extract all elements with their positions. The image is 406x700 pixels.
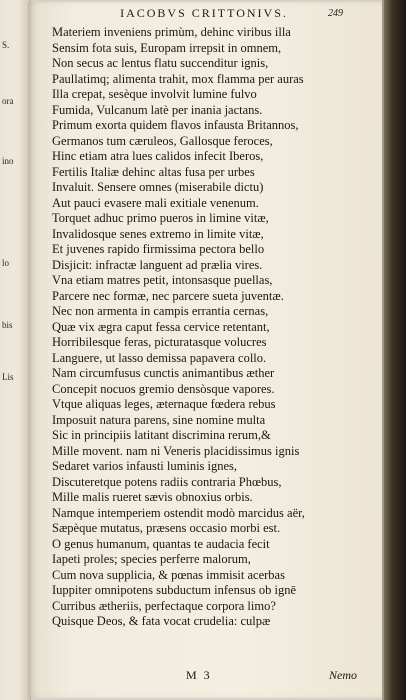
poem-line: Fumida, Vulcanum latè per inania jactans. [52, 102, 263, 117]
poem-line: Imposuit natura parens, sine nomine multa [52, 412, 266, 427]
poem-line: Quisque Deos, & fata vocat crudelia: culpæ [52, 614, 271, 628]
poem-line: Sic in principiis latitant discrimina rerum,& [52, 428, 271, 442]
margin-fragment: S. [2, 40, 10, 50]
poem-line: Concepit nocuos gremio densòsque vapores. [52, 381, 275, 396]
page-footer [52, 668, 357, 682]
poem-line: Languere, ut lasso demissa papavera collo. [52, 350, 267, 365]
poem-line: Vna etiam matres petit, intonsasque puellas, [52, 273, 273, 287]
poem-line: Primum exorta quidem flavos infausta Britannos, [52, 118, 299, 132]
poem-line: Iuppiter omnipotens subductum infensus ob ignē [52, 583, 297, 597]
poem-line: O genus humanum, quantas te audacia fecit [52, 536, 270, 551]
poem-line: Disjicit: infractæ languent ad prælia vires. [52, 257, 263, 272]
margin-fragment: ino [2, 156, 14, 166]
running-head: IACOBVS CRITTONIVS. [120, 6, 288, 20]
poem-line: Nam circumfusus cunctis animantibus æther [52, 366, 275, 380]
poem-line: Illa crepat, sesèque involvit lumine fulvo [52, 87, 257, 101]
poem-line: Nec non armenta in campis errantia cernas, [52, 304, 269, 318]
poem-line: Et juvenes rapido firmissima pectora bello [52, 242, 265, 256]
book-cover-edge [384, 0, 406, 700]
poem-line: Torquet adhuc primo pueros in limine vitæ, [52, 211, 269, 225]
poem-line: Horribilesque feras, picturatasque volucres [52, 335, 267, 349]
poem-line: Curribus ætheriis, perfectaque corpora limo? [52, 598, 276, 613]
poem-line: Hinc etiam atra lues calidos infecit Iberos, [52, 149, 264, 163]
margin-fragment: Lis [2, 372, 14, 382]
poem-line: Vtque aliquas leges, æternaque fœdera rebus [52, 397, 276, 411]
poem-line: Germanos tum cæruleos, Gallosque feroces, [52, 133, 273, 148]
poem-line: Sensim fota suis, Europam irrepsit in omnem, [52, 40, 282, 55]
margin-fragment: lo [2, 258, 10, 268]
margin-fragment: ora [2, 96, 14, 106]
poem-line: Iapeti proles; species perferre malorum, [52, 552, 251, 566]
poem-line: Parcere nec formæ, nec parcere sueta juventæ. [52, 288, 284, 303]
poem-line: Invalidosque senes extremo in limite vitæ, [52, 226, 264, 241]
poem-line: Aut pauci evasere mali exitiale venenum. [52, 195, 259, 210]
poem-line: Mille malis rueret sævis obnoxius orbis. [52, 490, 253, 504]
poem-line: Quæ vix ægra caput fessa cervice retentant, [52, 319, 270, 334]
poem-line: Sæpèque mutatus, præsens occasio morbi est. [52, 521, 281, 535]
poem-line: Materiem inveniens primùm, dehinc viribus illa [52, 25, 291, 39]
poem-line: Fertilis Italiæ dehinc altas fusa per urbes [52, 164, 255, 179]
poem-line: Mille movent. nam ni Veneris placidissimus ignis [52, 443, 300, 458]
poem-line: Discuteretque potens radiis contraria Phœbus, [52, 474, 282, 489]
margin-fragment: bis [2, 320, 13, 330]
catchword: Nemo [329, 668, 357, 682]
poem-line: Namque intemperiem ostendit modò marcidus aër, [52, 505, 305, 520]
previous-page-edge [0, 0, 31, 700]
page-number: 249 [328, 8, 343, 19]
signature-mark: M 3 [186, 668, 212, 682]
poem-line: Non secus ac lentus flatu succenditur ignis, [52, 56, 269, 70]
poem-line: Invaluit. Sensere omnes (miserabile dictu) [52, 180, 264, 194]
poem-line: Paullatimq; alimenta trahit, mox flamma per auras [52, 71, 304, 86]
poem-line: Sedaret varios infausti luminis ignes, [52, 459, 238, 473]
poem-text [52, 25, 372, 630]
poem-line: Cum nova supplicia, & pœnas immisit acerbas [52, 567, 285, 582]
